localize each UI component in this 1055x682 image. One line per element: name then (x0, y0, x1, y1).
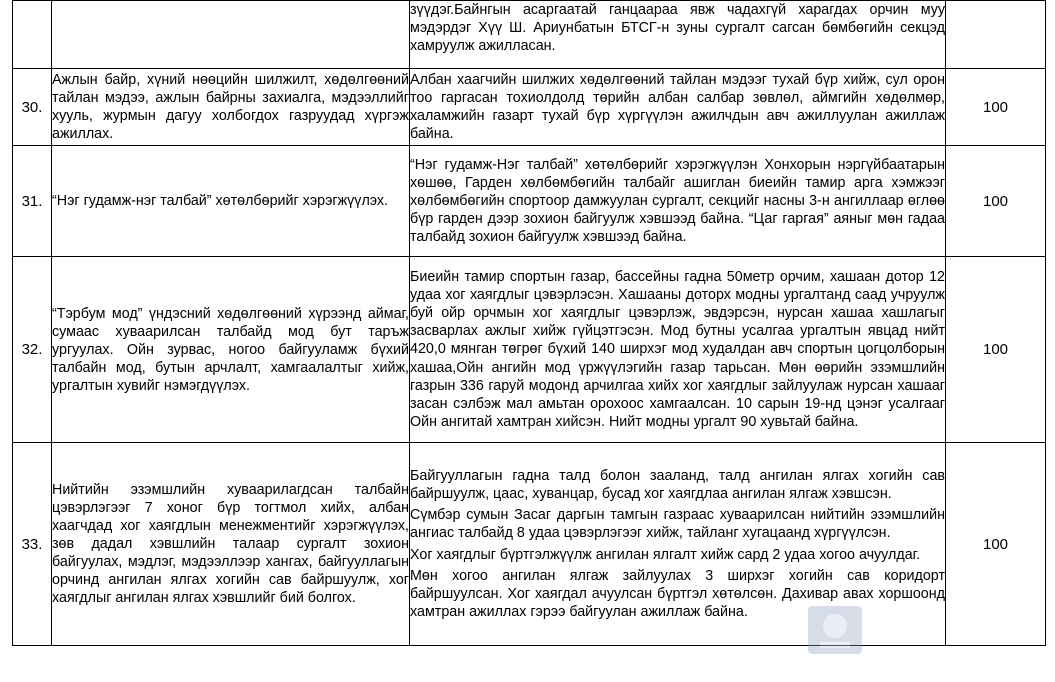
activity-paragraph: Биеийн тамир спортын газар, бассейны гадна 50метр орчим, хашаан дотор 12 удаа хог хаягдлыг цэвэрлэсэн. Хашааны доторх модны ургалтанд саад учруулж буй ойр орчмын хог хаягдлыг цэвэрлэж, эвдэрсэн, нурсан хашаа хашлагыг засварлах ажлыг хийж гүйцэтгэсэн. Мод бутны усалгаа ургалтын явцад нийт 420,0 мянган төгрөг бүхий 140 ширхэг мод худалдан авч спортын цогцолборын хашаа,Ойн ангийн мод үржүүлэгийн газар тарьсан. Мөн өөрийн эзэмшлийн газрын 336 гаруй модонд арчилгаа хийх хог хаягдлыг зайлуулаж нурсан хашааг засан сэлбэж мал амьтан орохоос хамгаалсан. 10 сарын 19-нд цэнэг усалгааг Ойн ангитай хамтран хийсэн. Нийт модны ургалт 90 хувьтай байна. (410, 269, 945, 430)
score-cell: 100 (946, 69, 1046, 146)
task-cell: Нийтийн эзэмшлийн хуваарилагдсан талбайн цэвэрлэгээг 7 хоног бүр тогтмол хийх, албан хаагчдад хог хаягдлын менежментийг хэрэгжүүлэх, зөв дадал хэвшлийн талаар сургалт зохион байгуулах, мэдлэг, мэдээллээр хангах, байгууллагын орчинд ангилан ялгах хогийн сав байршуулж, хог хаягдлыг ангилан ялгах хэвшлийг бий болгох. (52, 443, 410, 646)
table-row (13, 69, 1046, 146)
activity-paragraph: Байгууллагын гадна талд болон зааланд, талд ангилан ялгах хогийн сав байршуулж, цаас, хуванцар, бусад хог хаягдлаа ангилан ялгаж хэвшсэн. (410, 468, 945, 503)
activity-paragraph: зүүдэг.Байнгын асаргаатай ганцаараа явж чадахгүй харагдах орчин муу мэдэрдэг Хүү Ш. Ариунбатын БТСГ-н зуны сургалт сагсан бөмбөгийн секцэд хамруулж ажилласан. (410, 2, 945, 55)
emblem-watermark-icon (806, 604, 864, 656)
row-number: 30. (13, 69, 52, 146)
activity-cell (410, 146, 946, 257)
activity-paragraph: Сүмбэр сумын Засаг даргын тамгын газраас хуваарилсан нийтийн эзэмшлийн ангиас талбайд 8 удаа цэвэрлэгээг хийж, тайланг хугацаанд хүргүүлсэн. (410, 507, 945, 542)
activity-cell (410, 1, 946, 69)
task-cell: Ажлын байр, хүний нөөцийн шилжилт, хөдөлгөөний тайлан мэдээ, ажлын байрны захиалга, мэдээллийг хууль, журмын дагуу холбогдох газруудад хүргэж ажиллах. (52, 69, 410, 146)
activity-paragraph: “Нэг гудамж-Нэг талбай” хөтөлбөрийг хэрэгжүүлэн Хонхорын нэргүйбаатарын хөшөө, Гарден хөлбөмбөгийн талбайг ашиглан биеийн тамир арга хэмжээг хөлбөмбөгийн спортоор дамжуулан сургалт, секцийг насны 3-н ангиллаар өглөө бүр гарден дээр зохион байгуулж хэвшээд байна. “Цаг гаргая” аяныг мөн гадаа талбайд зохион байгуулж хэвшээд байна. (410, 156, 945, 246)
table-row (13, 146, 1046, 257)
report-table (12, 0, 1046, 646)
task-cell: “Тэрбум мод” үндэсний хөдөлгөөний хүрээнд аймаг, сумаас хуваарилсан талбайд мод бут таръж ургуулах. Ойн зурвас, ногоо байгууламж бүхий талбайн мод, бутын арчлалт, хамгаалалтыг хийж, ургалтын хувийг нэмэгдүүлэх. (52, 257, 410, 443)
activity-paragraph: Мөн хогоо ангилан ялгаж зайлуулах 3 ширхэг хогийн сав коридорт байршуулсан. Хог хаягдал ачуулсан бүртгэл хөтөлсөн. Дахивар авах хоршоонд хамтран ажиллах гэрээ байгуулан ажиллаж байна. (410, 567, 945, 620)
score-cell (946, 1, 1046, 69)
table-row (13, 443, 1046, 646)
activity-cell (410, 443, 946, 646)
score-cell: 100 (946, 257, 1046, 443)
row-number: 33. (13, 443, 52, 646)
activity-cell (410, 257, 946, 443)
row-number (13, 1, 52, 69)
activity-paragraph: Хог хаягдлыг бүртгэлжүүлж ангилан ялгалт хийж сард 2 удаа хогоо ачуулдаг. (410, 546, 921, 563)
task-cell: “Нэг гудамж-нэг талбай” хөтөлбөрийг хэрэгжүүлэх. (52, 146, 410, 257)
task-cell (52, 1, 410, 69)
score-cell: 100 (946, 443, 1046, 646)
row-number: 31. (13, 146, 52, 257)
score-cell: 100 (946, 146, 1046, 257)
activity-paragraph: Албан хаагчийн шилжих хөдөлгөөний тайлан мэдээг тухай бүр хийж, сул орон тоо гаргасан тохиолдолд төрийн албан салбар зөвлөл, аймгийн хөдөлмөр, халамжийн газарт тухай бүр хүргүүлэн ажилчдын авч ажиллуулан ажиллаж байна. (410, 71, 945, 143)
row-number: 32. (13, 257, 52, 443)
activity-cell (410, 69, 946, 146)
table-row (13, 257, 1046, 443)
table-row (13, 1, 1046, 69)
